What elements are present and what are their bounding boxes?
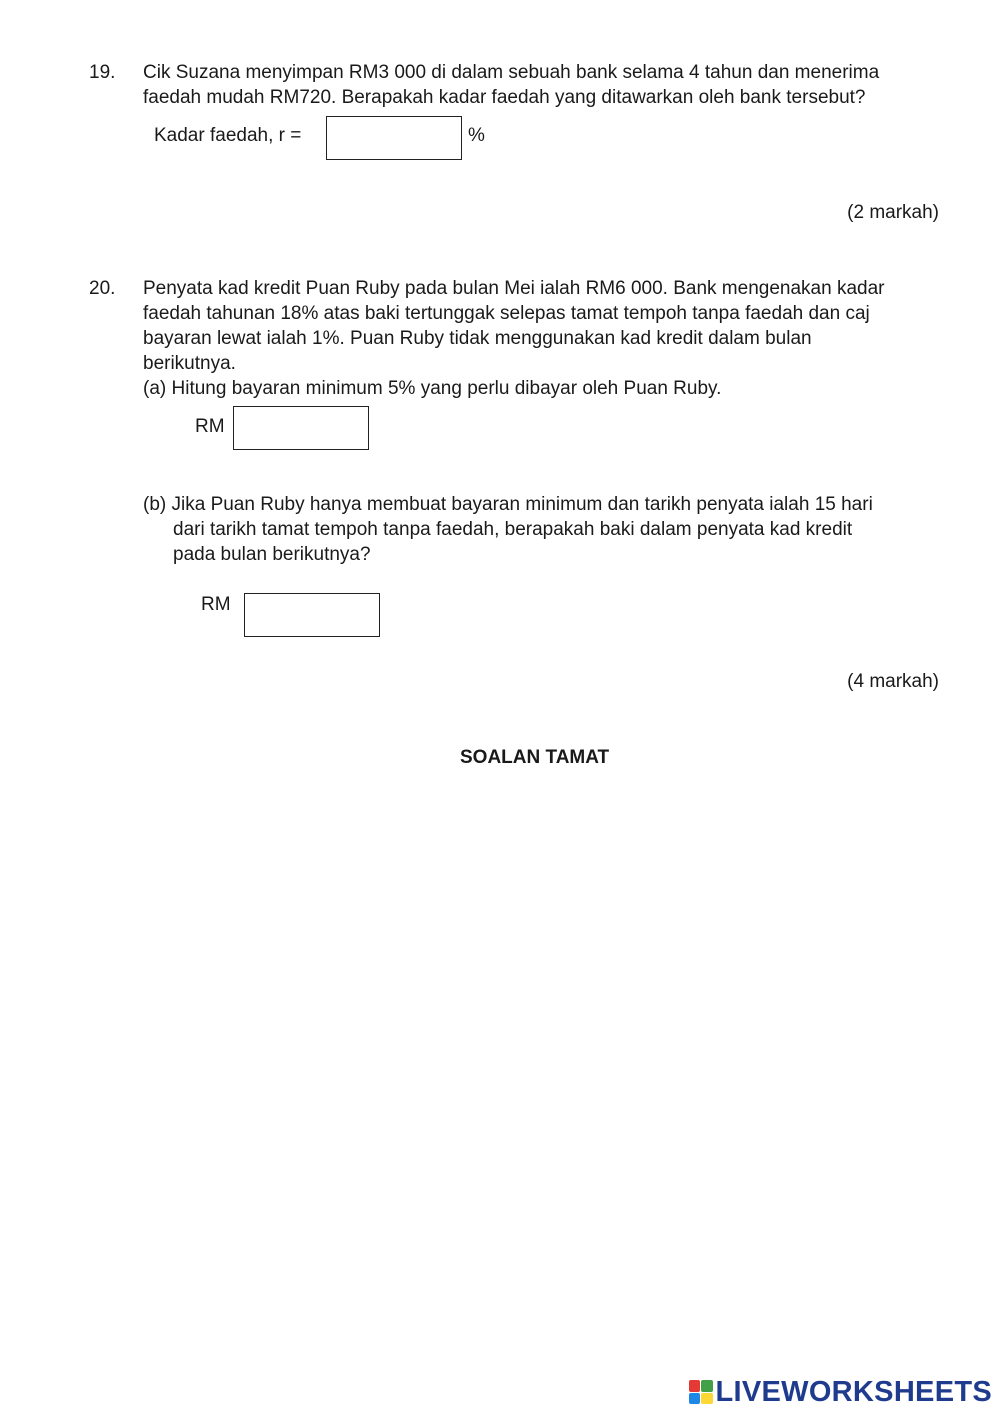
logo-mark-square-l [689,1380,701,1392]
liveworksheets-logo-text: LIVEWORKSHEETS [715,1376,992,1408]
liveworksheets-logo-mark-icon [689,1380,713,1404]
q20-part-b-text-line-2: dari tarikh tamat tempoh tanpa faedah, berapakah baki dalam penyata kad kredit [173,519,853,540]
q20-part-b-answer-input[interactable] [244,593,380,637]
q20-marks: (4 markah) [847,671,939,692]
q19-marks: (2 markah) [847,202,939,223]
q19-unit-percent: % [468,125,485,146]
q20-part-a-answer-label: RM [195,416,225,437]
liveworksheets-logo[interactable] [689,1375,993,1409]
q20-part-b-text-line-1: (b) Jika Puan Ruby hanya membuat bayaran minimum dan tarikh penyata ialah 15 hari [143,494,873,515]
q20-number: 20. [89,278,116,299]
q20-part-a-text: (a) Hitung bayaran minimum 5% yang perlu dibayar oleh Puan Ruby. [143,378,722,399]
q19-text-line-2: faedah mudah RM720. Berapakah kadar faedah yang ditawarkan oleh bank tersebut? [143,87,866,108]
q20-text-line-1: Penyata kad kredit Puan Ruby pada bulan Mei ialah RM6 000. Bank mengenakan kadar [143,278,885,299]
q20-part-a-answer-input[interactable] [233,406,369,450]
q20-part-b-answer-label: RM [201,594,231,615]
q20-text-line-2: faedah tahunan 18% atas baki tertunggak selepas tamat tempoh tanpa faedah dan caj [143,303,870,324]
logo-mark-square-e [701,1393,713,1405]
q19-answer-label: Kadar faedah, r = [154,125,302,146]
q19-answer-input[interactable] [326,116,462,160]
q19-text-line-1: Cik Suzana menyimpan RM3 000 di dalam sebuah bank selama 4 tahun dan menerima [143,62,880,83]
end-of-questions-heading: SOALAN TAMAT [460,747,610,768]
logo-mark-square-v [689,1393,701,1405]
q20-part-b-text-line-3: pada bulan berikutnya? [173,544,371,565]
q19-number: 19. [89,62,116,83]
q20-text-line-4: berikutnya. [143,353,236,374]
logo-mark-square-i [701,1380,713,1392]
q20-text-line-3: bayaran lewat ialah 1%. Puan Ruby tidak menggunakan kad kredit dalam bulan [143,328,812,349]
